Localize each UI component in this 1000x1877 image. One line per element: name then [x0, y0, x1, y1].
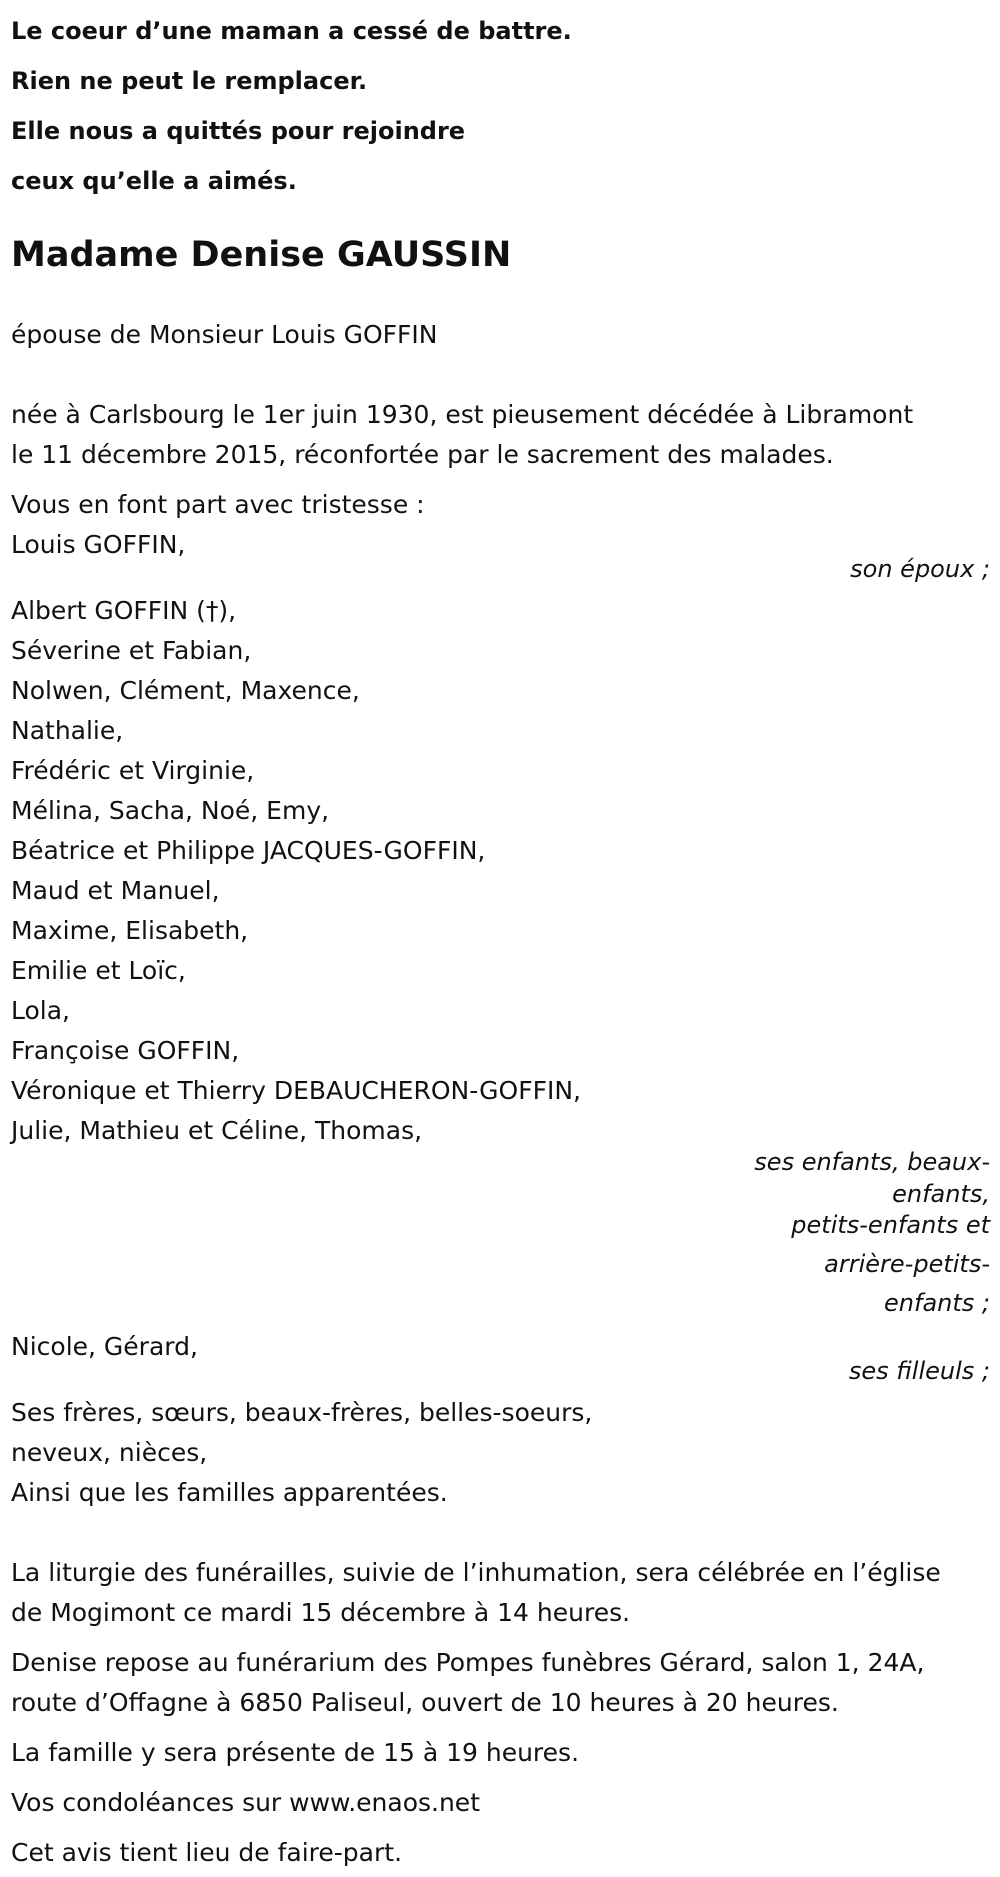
birth-death-line: le 11 décembre 2015, réconfortée par le sacrement des malades. — [11, 440, 834, 469]
intro-verse — [11, 0, 1000, 206]
relation-line: arrière-petits- — [824, 1250, 990, 1278]
deceased-name: Madame Denise GAUSSIN — [11, 235, 512, 275]
list-item: Albert GOFFIN (†), — [11, 596, 237, 625]
birth-death-line: née à Carlsbourg le 1er juin 1930, est pieusement décédée à Libramont — [11, 400, 914, 429]
announcement-intro: Vous en font part avec tristesse : — [11, 490, 425, 519]
rest-paragraph — [11, 1643, 1000, 1723]
rest-line: Denise repose au funérarium des Pompes funèbres Gérard, salon 1, 24A, — [11, 1648, 925, 1677]
list-item: Maxime, Elisabeth, — [11, 916, 249, 945]
children-relation — [0, 1143, 990, 1323]
list-item: Séverine et Fabian, — [11, 636, 252, 665]
relation-line: petits-enfants et — [791, 1211, 990, 1239]
relation-line: enfants, — [892, 1180, 990, 1208]
spouse-name: Louis GOFFIN, — [11, 530, 186, 559]
list-item: Julie, Mathieu et Céline, Thomas, — [11, 1116, 423, 1145]
list-item: Mélina, Sacha, Noé, Emy, — [11, 796, 330, 825]
relation-line: ses enfants, beaux- — [754, 1148, 990, 1176]
notice-line: Cet avis tient lieu de faire-part. — [11, 1838, 403, 1867]
list-item: Emilie et Loïc, — [11, 956, 186, 985]
list-item: Frédéric et Virginie, — [11, 756, 255, 785]
children-list — [11, 591, 1000, 1151]
intro-line: Le coeur d’une maman a cessé de battre. — [11, 17, 572, 45]
extended-family — [11, 1393, 1000, 1513]
list-item: Maud et Manuel, — [11, 876, 220, 905]
intro-line: ceux qu’elle a aimés. — [11, 167, 297, 195]
list-item: Lola, — [11, 996, 70, 1025]
family-line: Ainsi que les familles apparentées. — [11, 1478, 448, 1507]
liturgy-line: de Mogimont ce mardi 15 décembre à 14 heures. — [11, 1598, 631, 1627]
spouse-relation: son époux ; — [850, 555, 990, 583]
family-presence: La famille y sera présente de 15 à 19 heures. — [11, 1738, 580, 1767]
godchildren-names: Nicole, Gérard, — [11, 1332, 198, 1361]
list-item: Béatrice et Philippe JACQUES-GOFFIN, — [11, 836, 486, 865]
list-item: Véronique et Thierry DEBAUCHERON-GOFFIN, — [11, 1076, 581, 1105]
family-line: neveux, nièces, — [11, 1438, 208, 1467]
family-line: Ses frères, sœurs, beaux-frères, belles-soeurs, — [11, 1398, 593, 1427]
list-item: Françoise GOFFIN, — [11, 1036, 240, 1065]
intro-line: Elle nous a quittés pour rejoindre — [11, 117, 466, 145]
condolences-line: Vos condoléances sur www.enaos.net — [11, 1788, 480, 1817]
godchildren-relation: ses filleuls ; — [848, 1357, 990, 1385]
service-info — [11, 1553, 1000, 1873]
list-item: Nolwen, Clément, Maxence, — [11, 676, 360, 705]
rest-line: route d’Offagne à 6850 Paliseul, ouvert de 10 heures à 20 heures. — [11, 1688, 839, 1717]
list-item: Nathalie, — [11, 716, 124, 745]
birth-death-info — [11, 395, 1000, 475]
relation-line: enfants ; — [884, 1289, 990, 1317]
spouse-line: épouse de Monsieur Louis GOFFIN — [11, 320, 438, 349]
liturgy-line: La liturgie des funérailles, suivie de l’inhumation, sera célébrée en l’église — [11, 1558, 941, 1587]
intro-line: Rien ne peut le remplacer. — [11, 67, 368, 95]
liturgy-paragraph — [11, 1553, 1000, 1633]
